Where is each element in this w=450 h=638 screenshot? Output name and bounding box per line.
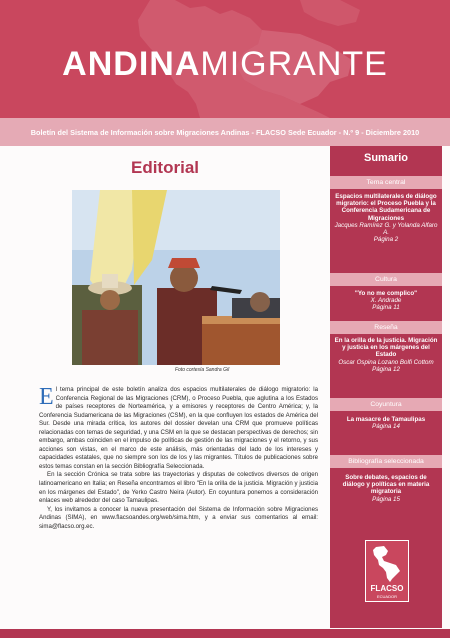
flacso-logo[interactable] bbox=[365, 540, 409, 602]
entry-title: Espacios multilaterales de diálogo migratorio: el Proceso Puebla y la Conferencia Sudamericana de Migraciones bbox=[335, 193, 437, 222]
drop-cap: E bbox=[39, 384, 54, 410]
editorial-paragraph-1-text: l tema principal de este boletín analiza dos espacios multilaterales de diálogo migratorio: la Conferencia Regional de las Migraciones (CRM), o Proceso Puebla, que aglutina a los Estados de países receptores de Norteamérica, y a emisores y receptores de Centro América; y, la Conferencia Sudamericana de las Migraciones (CSM), en la que confluyen los estados de América del Sur. Desde una mirada crítica, los autores del dossier develan una CRM que promueve políticas relacionadas con temas de seguridad, y una CSM en la que se destacan perspectivas de derechos; sin embargo, ambas coinciden en el impulso de políticas de gestión de las migraciones y el retorno, y sus acciones son vistas, en el marco de este análisis, más orientadas del lado de los intereses y capacidades estatales, que no siempre son los de los y las migrantes. Títulos de publicaciones sobre estos temas constan en la sección Bibliografía Seleccionada. bbox=[39, 386, 318, 470]
entry-page: Página 2 bbox=[373, 236, 399, 244]
flacso-logo-country: ECUADOR bbox=[376, 594, 397, 599]
bottom-stripe bbox=[0, 629, 450, 638]
section-label-resena: Reseña bbox=[330, 321, 442, 334]
photo-caption: Foto cortesía Sandra Gil bbox=[175, 367, 230, 373]
masthead bbox=[0, 0, 450, 118]
editorial-photo bbox=[72, 190, 280, 365]
sumario-sidebar bbox=[330, 146, 442, 628]
entry-title: En la orilla de la justicia. Migración y justicia en los márgenes del Estado bbox=[334, 337, 438, 359]
editorial-paragraph-3: Y, los invitamos a conocer la nueva presentación del Sistema de Información sobre Migraciones Andinas (SIMA), en www.flacsoandes.org/web/sima.htm, y a enviar sus comentarios al email: sima@flacso.org.ec. bbox=[39, 505, 318, 530]
flacso-logo-name: FLACSO bbox=[370, 584, 404, 593]
bulletin-subtitle-bar bbox=[0, 118, 450, 146]
editorial-body bbox=[39, 386, 318, 531]
entry-page: Página 11 bbox=[372, 304, 400, 312]
sumario-entry-cultura[interactable] bbox=[334, 290, 438, 312]
editorial-paragraph-2: En la sección Crónica se trata sobre las trayectorias y disputas de colectivos diversos de origen latinoamericano en Italia; en Reseña encontramos el libro "En la orilla de la justicia. Migración y justicia en los márgenes del Estado", de Yerko Castro Neira (Autor). En coyuntura ponemos a consideración enlaces web alrededor del caso Tamaulipas. bbox=[39, 471, 318, 505]
section-label-bibliografia: Bibliografía seleccionada bbox=[330, 455, 442, 468]
entry-author: Jacques Ramírez G. y Yolanda Alfaro A. bbox=[334, 221, 438, 237]
sumario-entry-resena[interactable] bbox=[334, 337, 438, 373]
sumario-entry-tema-central[interactable] bbox=[334, 193, 438, 243]
section-label-coyuntura: Coyuntura bbox=[330, 398, 442, 411]
editorial-paragraph-1 bbox=[39, 386, 318, 471]
entry-page: Página 14 bbox=[372, 423, 400, 431]
title-light: MIGRANTE bbox=[200, 45, 388, 83]
entry-title: La masacre de Tamaulipas bbox=[346, 416, 426, 423]
entry-title: Sobre debates, espacios de diálogo y políticas en materia migratoria bbox=[342, 474, 430, 496]
entry-page: Página 12 bbox=[372, 365, 400, 373]
masthead-title bbox=[0, 45, 450, 84]
section-label-cultura: Cultura bbox=[330, 273, 442, 286]
section-label-tema-central: Tema central bbox=[330, 176, 442, 189]
entry-author: X. Andrade bbox=[370, 297, 402, 305]
title-bold: ANDINA bbox=[62, 45, 201, 83]
entry-page: Página 15 bbox=[372, 495, 400, 503]
entry-author: Oscar Ospina Lozano Bolfi Cottom bbox=[338, 358, 434, 366]
bulletin-subtitle: Boletín del Sistema de Información sobre Migraciones Andinas - FLACSO Sede Ecuador - N.º 9 - Diciembre 2010 bbox=[30, 127, 420, 137]
flacso-map-icon bbox=[370, 545, 404, 583]
editorial-heading: Editorial bbox=[130, 158, 199, 177]
sumario-entry-bibliografia[interactable] bbox=[334, 474, 438, 503]
sumario-entry-coyuntura[interactable] bbox=[334, 416, 438, 430]
sumario-heading: Sumario bbox=[363, 152, 408, 164]
entry-title: "Yo no me complico" bbox=[354, 290, 418, 297]
